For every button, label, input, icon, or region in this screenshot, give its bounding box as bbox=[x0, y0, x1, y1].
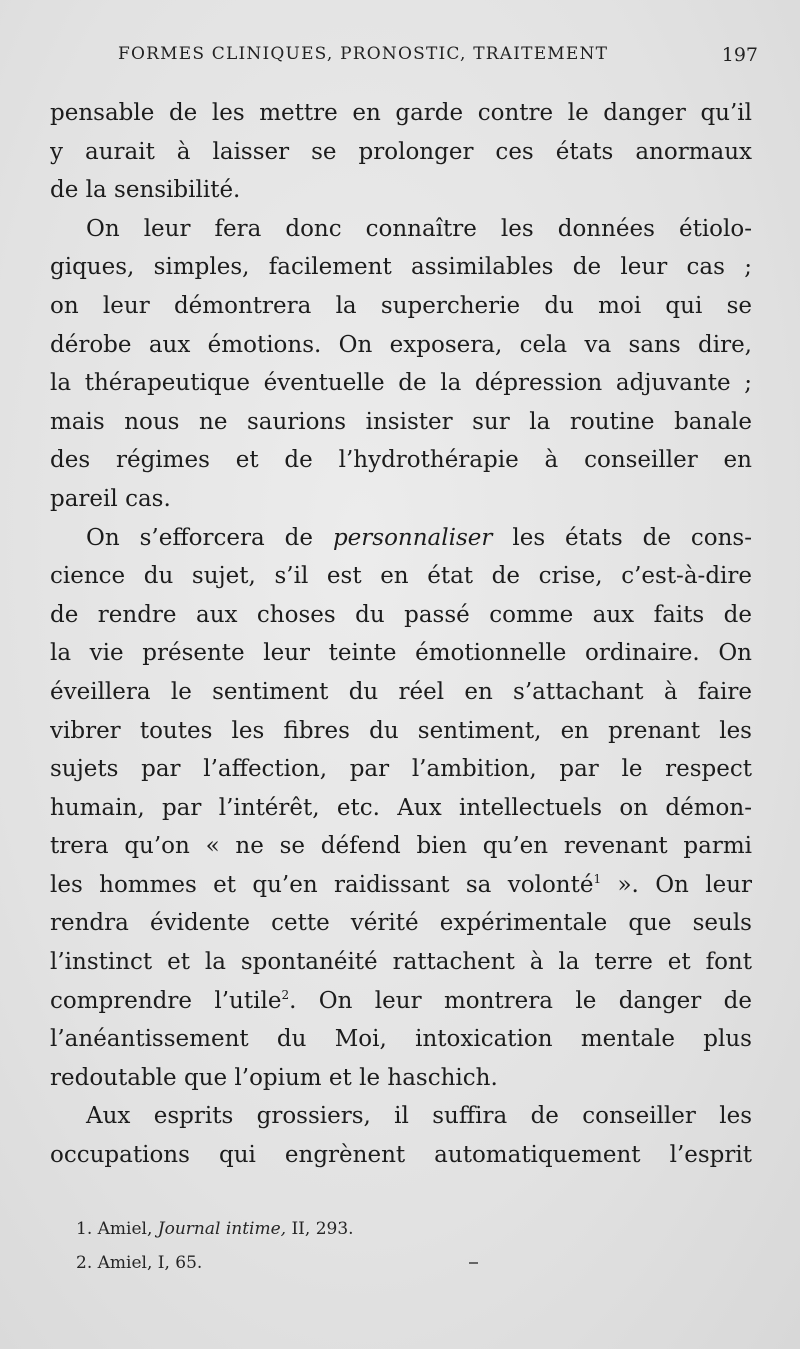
text-line bbox=[50, 866, 752, 905]
printer-mark bbox=[469, 1262, 478, 1264]
line-segment: comprendre l’utile bbox=[50, 987, 282, 1014]
footnote-text: 1. Amiel, bbox=[76, 1219, 158, 1239]
text-line: l’anéantissement du Moi, intoxication mentale plus bbox=[50, 1026, 752, 1053]
paragraph-start-line: Aux esprits grossiers, il suffira de conseiller les bbox=[86, 1103, 752, 1130]
text-line: mais nous ne saurions insister sur la routine banale bbox=[50, 408, 752, 435]
text-line: dérobe aux émotions. On exposera, cela va sans dire, bbox=[50, 331, 752, 358]
text-line: pareil cas. bbox=[50, 485, 171, 512]
line-segment: les états de cons- bbox=[492, 524, 752, 551]
footnote-italic: Journal intime, bbox=[157, 1219, 287, 1239]
footnote-2 bbox=[76, 1246, 676, 1280]
footnote-ref-2[interactable]: 2 bbox=[281, 987, 290, 1002]
text-line: la thérapeutique éventuelle de la dépression adjuvante ; bbox=[50, 370, 752, 397]
footnotes bbox=[76, 1212, 676, 1280]
text-line: occupations qui engrènent automatiquement l’esprit bbox=[50, 1142, 752, 1169]
text-line: cience du sujet, s’il est en état de crise, c’est-à-dire bbox=[50, 563, 752, 590]
paragraph-start-line bbox=[50, 519, 752, 558]
text-line: la vie présente leur teinte émotionnelle ordinaire. On bbox=[50, 640, 752, 667]
text-line: humain, par l’intérêt, etc. Aux intellectuels on démon- bbox=[50, 794, 752, 821]
paragraph-start-line: On leur fera donc connaître les données étiolo- bbox=[86, 215, 752, 242]
text-line: on leur démontrera la supercherie du moi qui se bbox=[50, 292, 752, 319]
text-line: de rendre aux choses du passé comme aux faits de bbox=[50, 601, 752, 628]
running-head-title: FORMES CLINIQUES, PRONOSTIC, TRAITEMENT bbox=[118, 44, 609, 64]
italic-word: personnaliser bbox=[332, 524, 493, 551]
footnote-text: II, 293. bbox=[286, 1219, 354, 1239]
line-segment: ». On leur bbox=[601, 871, 752, 898]
text-line: giques, simples, facilement assimilables de leur cas ; bbox=[50, 254, 752, 281]
text-line bbox=[50, 982, 752, 1021]
text-line: redoutable que l’opium et le haschich. bbox=[50, 1064, 498, 1091]
running-head bbox=[118, 44, 758, 72]
text-line: y aurait à laisser se prolonger ces états anormaux bbox=[50, 138, 752, 165]
text-line: rendra évidente cette vérité expérimentale que seuls bbox=[50, 910, 752, 937]
body-text bbox=[50, 94, 752, 1175]
text-line: des régimes et de l’hydrothérapie à conseiller en bbox=[50, 447, 752, 474]
line-segment: On s’efforcera de bbox=[86, 524, 333, 551]
text-line: trera qu’on « ne se défend bien qu’en revenant parmi bbox=[50, 833, 752, 860]
text-line: pensable de les mettre en garde contre le danger qu’il bbox=[50, 100, 752, 126]
footnote-text: 2. Amiel, I, 65. bbox=[76, 1253, 203, 1273]
line-segment: les hommes et qu’en raidissant sa volonté bbox=[50, 871, 594, 898]
footnote-ref-1[interactable]: 1 bbox=[593, 871, 602, 886]
text-line: sujets par l’affection, par l’ambition, par le respect bbox=[50, 756, 752, 783]
text-line: éveillera le sentiment du réel en s’attachant à faire bbox=[50, 678, 752, 705]
page-number: 197 bbox=[721, 44, 758, 66]
text-line: vibrer toutes les fibres du sentiment, en prenant les bbox=[50, 717, 752, 744]
text-line: de la sensibilité. bbox=[50, 177, 241, 204]
footnote-1 bbox=[76, 1212, 676, 1246]
line-segment: . On leur montrera le danger de bbox=[289, 987, 752, 1014]
text-line: l’instinct et la spontanéité rattachent à la terre et font bbox=[50, 949, 752, 976]
